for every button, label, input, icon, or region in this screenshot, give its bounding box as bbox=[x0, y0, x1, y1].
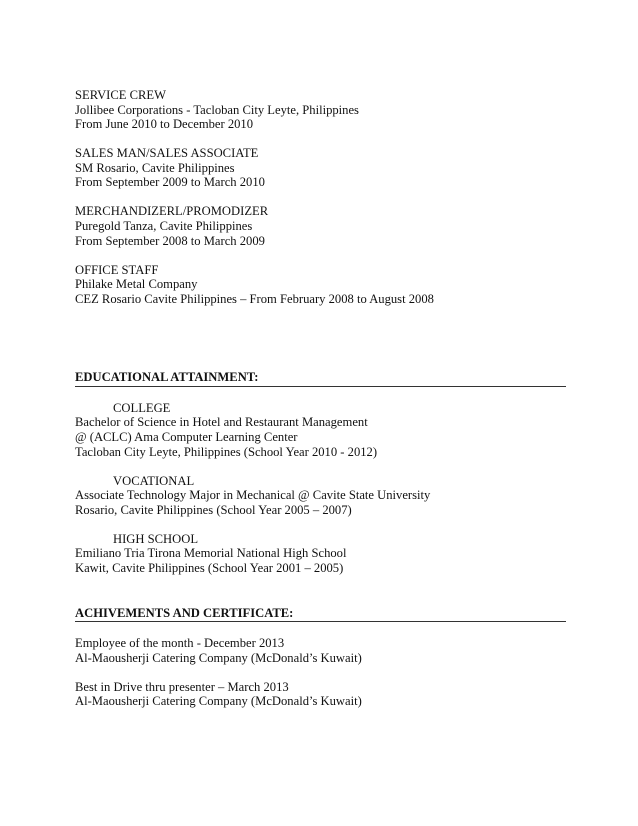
job-period: From September 2008 to March 2009 bbox=[75, 233, 265, 248]
achievements-heading: ACHIVEMENTS AND CERTIFICATE: bbox=[75, 606, 566, 623]
education-school: @ (ACLC) Ama Computer Learning Center bbox=[75, 430, 298, 445]
education-level: HIGH SCHOOL bbox=[113, 531, 199, 546]
achievement-company: Al-Maousherji Catering Company (McDonald’s Kuwait) bbox=[75, 650, 362, 665]
education-vocational bbox=[75, 474, 566, 518]
job-position: SALES MAN/SALES ASSOCIATE bbox=[75, 146, 259, 161]
work-entry-sales-associate bbox=[75, 146, 566, 190]
job-period: From September 2009 to March 2010 bbox=[75, 175, 265, 190]
job-company: Jollibee Corporations - Tacloban City Leyte, Philippines bbox=[75, 102, 359, 117]
achievement-title: Best in Drive thru presenter – March 2013 bbox=[75, 679, 289, 694]
education-college bbox=[75, 401, 566, 459]
achievement-company: Al-Maousherji Catering Company (McDonald’s Kuwait) bbox=[75, 694, 362, 709]
education-heading: EDUCATIONAL ATTAINMENT: bbox=[75, 370, 566, 387]
job-company: Philake Metal Company bbox=[75, 277, 198, 292]
job-company: Puregold Tanza, Cavite Philippines bbox=[75, 218, 253, 233]
job-position: SERVICE CREW bbox=[75, 88, 166, 102]
achievement-item bbox=[75, 680, 566, 709]
resume-page bbox=[75, 88, 566, 723]
work-entry-office-staff bbox=[75, 263, 566, 307]
education-location: Rosario, Cavite Philippines (School Year 2005 – 2007) bbox=[75, 502, 352, 517]
education-level: VOCATIONAL bbox=[113, 473, 195, 488]
job-position: OFFICE STAFF bbox=[75, 262, 159, 277]
education-high-school bbox=[75, 532, 566, 576]
achievement-title: Employee of the month - December 2013 bbox=[75, 636, 285, 651]
job-company: SM Rosario, Cavite Philippines bbox=[75, 160, 235, 175]
education-level: COLLEGE bbox=[113, 400, 171, 415]
education-degree: Bachelor of Science in Hotel and Restaurant Management bbox=[75, 415, 368, 430]
education-location: Tacloban City Leyte, Philippines (School Year 2010 - 2012) bbox=[75, 444, 378, 459]
achievement-item bbox=[75, 636, 566, 665]
education-degree: Associate Technology Major in Mechanical @ Cavite State University bbox=[75, 488, 431, 503]
job-position: MERCHANDIZERL/PROMODIZER bbox=[75, 204, 269, 219]
work-entry-merchandizer bbox=[75, 204, 566, 248]
work-entry-service-crew bbox=[75, 88, 566, 132]
education-location: Kawit, Cavite Philippines (School Year 2001 – 2005) bbox=[75, 561, 344, 576]
job-period: From June 2010 to December 2010 bbox=[75, 117, 254, 132]
job-period: CEZ Rosario Cavite Philippines – From February 2008 to August 2008 bbox=[75, 291, 434, 306]
education-school: Emiliano Tria Tirona Memorial National High School bbox=[75, 546, 347, 561]
